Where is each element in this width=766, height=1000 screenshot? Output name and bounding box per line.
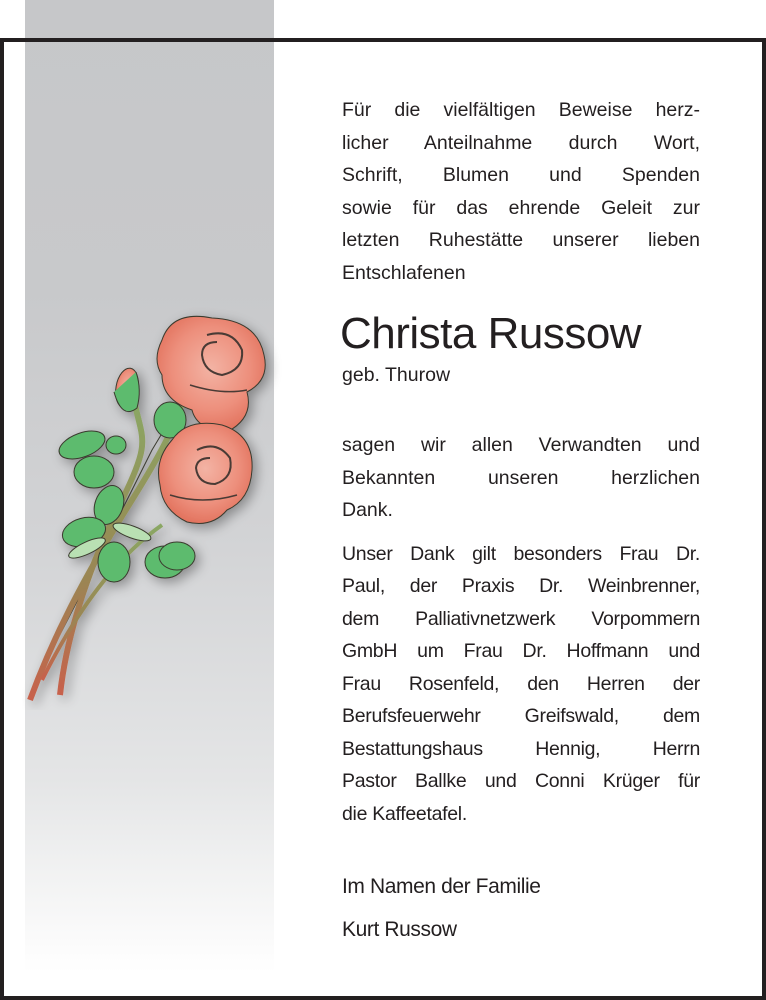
signature-line: Im Namen der Familie [342, 875, 541, 898]
deceased-name: Christa Russow [340, 309, 642, 358]
thanks-paragraph [342, 429, 700, 527]
intro-paragraph [342, 94, 700, 289]
signature-name: Kurt Russow [342, 918, 457, 941]
intro-line: Schrift, Blumen und Spenden [342, 164, 700, 186]
intro-line: Für die vielfältigen Beweise herz- [342, 99, 700, 121]
intro-line: Entschlafenen [342, 261, 466, 284]
rose-icon [22, 300, 292, 710]
special-thanks-line: GmbH um Frau Dr. Hoffmann und [342, 640, 700, 662]
special-thanks-line: Frau Rosenfeld, den Herren der [342, 672, 700, 695]
birth-name: geb. Thurow [342, 364, 451, 386]
special-thanks-line: die Kaffeetafel. [342, 802, 467, 825]
special-thanks-line: Berufsfeuerwehr Greifswald, dem [342, 705, 700, 727]
special-thanks-line: Paul, der Praxis Dr. Weinbrenner, [342, 575, 700, 597]
thanks-line: Dank. [342, 499, 393, 521]
special-thanks-line: Bestattungshaus Hennig, Herrn [342, 737, 700, 760]
special-thanks-line: dem Palliativnetzwerk Vorpommern [342, 607, 700, 630]
notice-content [342, 94, 700, 830]
special-thanks-paragraph [342, 538, 700, 831]
thanks-line: Bekannten unseren herzlichen [342, 466, 700, 489]
special-thanks-line: Pastor Ballke und Conni Krüger für [342, 770, 700, 792]
intro-line: licher Anteilnahme durch Wort, [342, 131, 700, 154]
special-thanks-line: Unser Dank gilt besonders Frau Dr. [342, 542, 700, 565]
intro-line: sowie für das ehrende Geleit zur [342, 196, 700, 219]
thanks-line: sagen wir allen Verwandten und [342, 434, 700, 456]
intro-line: letzten Ruhestätte unserer lieben [342, 229, 700, 251]
